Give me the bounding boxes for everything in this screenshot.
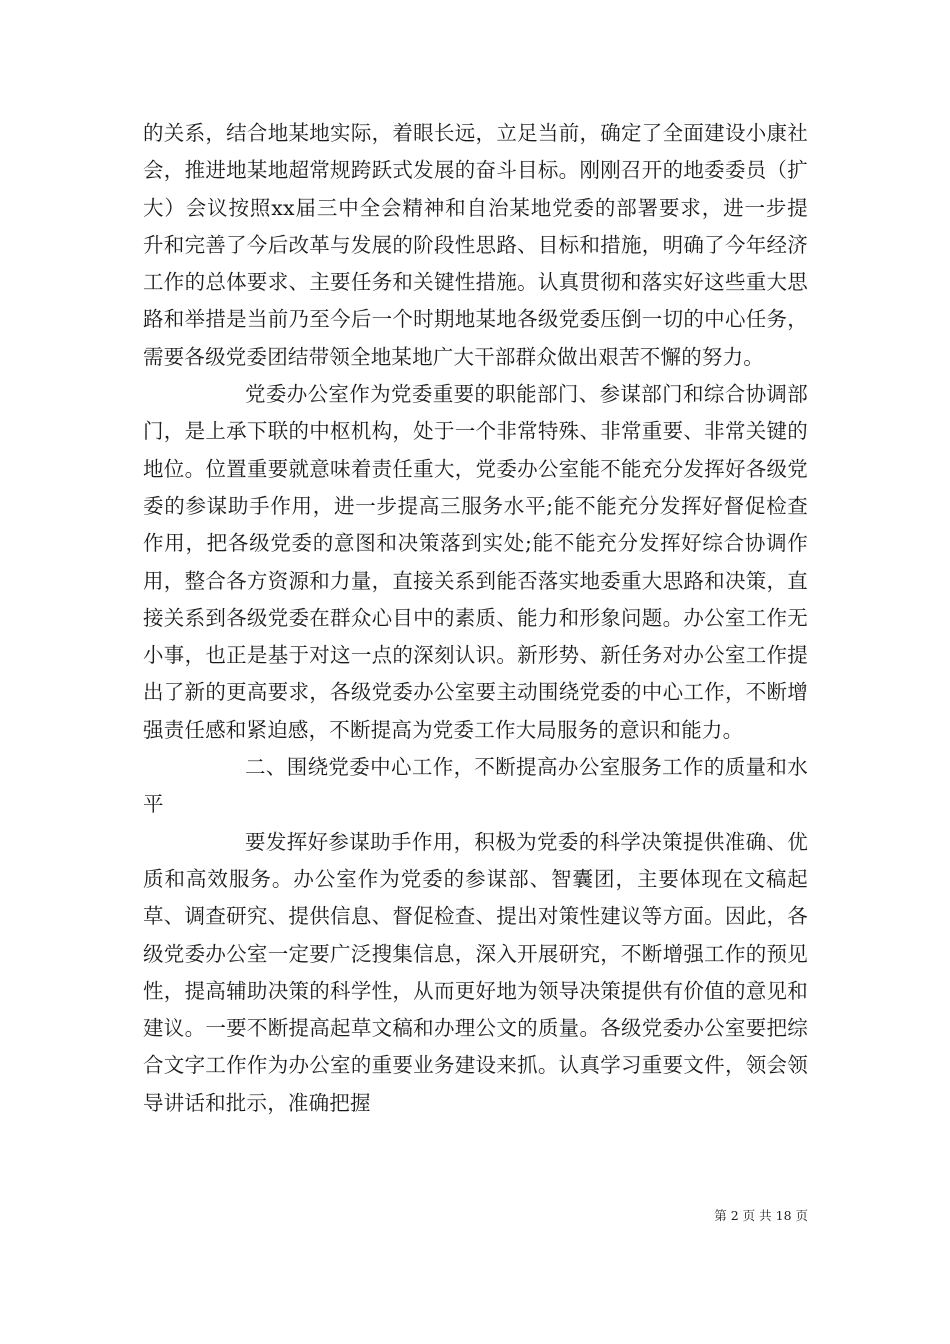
body-text: [143, 115, 808, 1122]
section-heading: 二、围绕党委中心工作，不断提高办公室服务工作的质量和水平: [143, 755, 808, 817]
page-number: 第 2 页 共 18 页: [714, 1208, 808, 1223]
paragraph-continuation: 的关系，结合地某地实际，着眼长远，立足当前，确定了全面建设小康社会，推进地某地超常规跨跃式发展的奋斗目标。刚刚召开的地委委员（扩大）会议按照xx届三中全会精神和自治某地党委的部署要求，进一步提升和完善了今后改革与发展的阶段性思路、目标和措施，明确了今年经济工作的总体要求、主要任务和关键性措施。认真贯彻和落实好这些重大思路和举措是当前乃至今后一个时期地某地各级党委压倒一切的中心任务，需要各级党委团结带领全地某地广大干部群众做出艰苦不懈的努力。: [143, 121, 808, 369]
paragraph-office-role: 党委办公室作为党委重要的职能部门、参谋部门和综合协调部门，是上承下联的中枢机构，处于一个非常特殊、非常重要、非常关键的地位。位置重要就意味着责任重大，党委办公室能不能充分发挥好各级党委的参谋助手作用，进一步提高三服务水平;能不能充分发挥好督促检查作用，把各级党委的意图和决策落到实处;能不能充分发挥好综合协调作用，整合各方资源和力量，直接关系到能否落实地委重大思路和决策，直接关系到各级党委在群众心目中的素质、能力和形象问题。办公室工作无小事，也正是基于对这一点的深刻认识。新形势、新任务对办公室工作提出了新的更高要求，各级党委办公室要主动围绕党委的中心工作，不断增强责任感和紧迫感，不断提高为党委工作大局服务的意识和能力。: [143, 382, 808, 742]
paragraph-advisory-role: 要发挥好参谋助手作用，积极为党委的科学决策提供准确、优质和高效服务。办公室作为党委的参谋部、智囊团，主要体现在文稿起草、调查研究、提供信息、督促检查、提出对策性建议等方面。因此，各级党委办公室一定要广泛搜集信息，深入开展研究，不断增强工作的预见性，提高辅助决策的科学性，从而更好地为领导决策提供有价值的意见和建议。一要不断提高起草文稿和办理公文的质量。各级党委办公室要把综合文字工作作为办公室的重要业务建设来抓。认真学习重要文件，领会领导讲话和批示，准确把握: [143, 829, 808, 1115]
